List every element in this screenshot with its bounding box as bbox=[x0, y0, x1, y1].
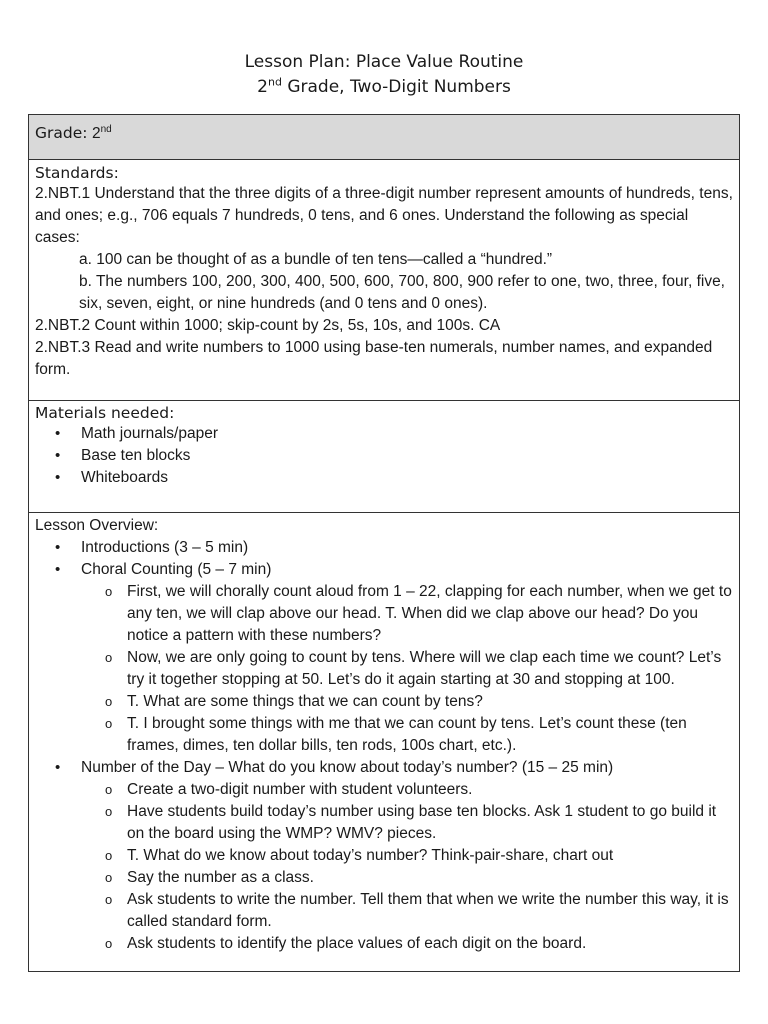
list-item: o Say the number as a class. bbox=[81, 867, 733, 889]
list-item: o Now, we are only going to count by tens. Where will we clap each time we count? Let’s try it together stopping at 50. Let’s do it again starting at 30 and stopping at 100. bbox=[81, 647, 733, 691]
overview-number-of-day bbox=[35, 757, 733, 955]
grade-label: Grade: bbox=[35, 124, 88, 143]
grade-row bbox=[29, 115, 739, 160]
overview-heading: Lesson Overview: bbox=[35, 517, 159, 534]
list-item: o Create a two-digit number with student volunteers. bbox=[81, 779, 733, 801]
list-item: o T. I brought some things with me that we can count by tens. Let’s count these (ten frames, dimes, ten dollar bills, ten rods, 100s chart, etc.). bbox=[81, 713, 733, 757]
document-title bbox=[0, 50, 768, 100]
standard-nbt3: 2.NBT.3 Read and write numbers to 1000 using base-ten numerals, number names, and expanded form. bbox=[35, 339, 713, 378]
choral-counting-label: Choral Counting (5 – 7 min) bbox=[81, 561, 272, 578]
standards-heading: Standards: bbox=[35, 164, 119, 182]
standard-nbt1: 2.NBT.1 Understand that the three digits of a three-digit number represent amounts of hundreds, tens, and ones; e.g., 706 equals 7 hundreds, 0 tens, and 6 ones. Understand the following as special cases: bbox=[35, 185, 733, 246]
list-item: • Whiteboards bbox=[35, 467, 733, 489]
materials-row bbox=[29, 401, 739, 513]
materials-heading: Materials needed: bbox=[35, 404, 175, 422]
grade-number: 2 bbox=[91, 125, 101, 143]
list-item: o Ask students to identify the place values of each digit on the board. bbox=[81, 933, 733, 955]
overview-row bbox=[29, 513, 739, 957]
overview-choral-counting bbox=[35, 559, 733, 757]
standard-nbt1-b: b. The numbers 100, 200, 300, 400, 500, 600, 700, 800, 900 refer to one, two, three, four, five, six, seven, eight, or nine hundreds (and 0 tens and 0 ones). bbox=[79, 273, 725, 312]
grade-suffix: nd bbox=[100, 124, 112, 135]
title-line-2 bbox=[0, 75, 768, 100]
title-grade-suffix: nd bbox=[267, 75, 282, 89]
choral-steps bbox=[81, 581, 733, 757]
number-of-day-label: Number of the Day – What do you know about today’s number? (15 – 25 min) bbox=[81, 759, 614, 776]
standard-nbt2: 2.NBT.2 Count within 1000; skip-count by 2s, 5s, 10s, and 100s. CA bbox=[35, 317, 501, 334]
list-item: o Ask students to write the number. Tell them that when we write the number this way, it is called standard form. bbox=[81, 889, 733, 933]
list-item: o First, we will chorally count aloud from 1 – 22, clapping for each number, when we get to any ten, we will clap above our head. T. When did we clap above our head? Do you notice a pattern with these numbers? bbox=[81, 581, 733, 647]
list-item: • Math journals/paper bbox=[35, 423, 733, 445]
title-line-1: Lesson Plan: Place Value Routine bbox=[244, 52, 524, 72]
list-item: o Have students build today’s number using base ten blocks. Ask 1 student to go build it on the board using the WMP? WMV? pieces. bbox=[81, 801, 733, 845]
standard-nbt1-a: a. 100 can be thought of as a bundle of ten tens—called a “hundred.” bbox=[79, 251, 553, 268]
overview-intro: • Introductions (3 – 5 min) bbox=[35, 537, 733, 559]
number-of-day-steps bbox=[81, 779, 733, 955]
list-item: o T. What do we know about today’s number? Think-pair-share, chart out bbox=[81, 845, 733, 867]
materials-list bbox=[35, 423, 733, 489]
list-item: • Base ten blocks bbox=[35, 445, 733, 467]
overview-list bbox=[35, 537, 733, 955]
grade-value bbox=[92, 125, 112, 142]
title-line-2-rest: Grade, Two-Digit Numbers bbox=[281, 77, 511, 97]
list-item: o T. What are some things that we can count by tens? bbox=[81, 691, 733, 713]
lesson-plan-table bbox=[28, 114, 740, 972]
standards-row bbox=[29, 160, 739, 401]
title-grade-number: 2 bbox=[257, 77, 268, 97]
